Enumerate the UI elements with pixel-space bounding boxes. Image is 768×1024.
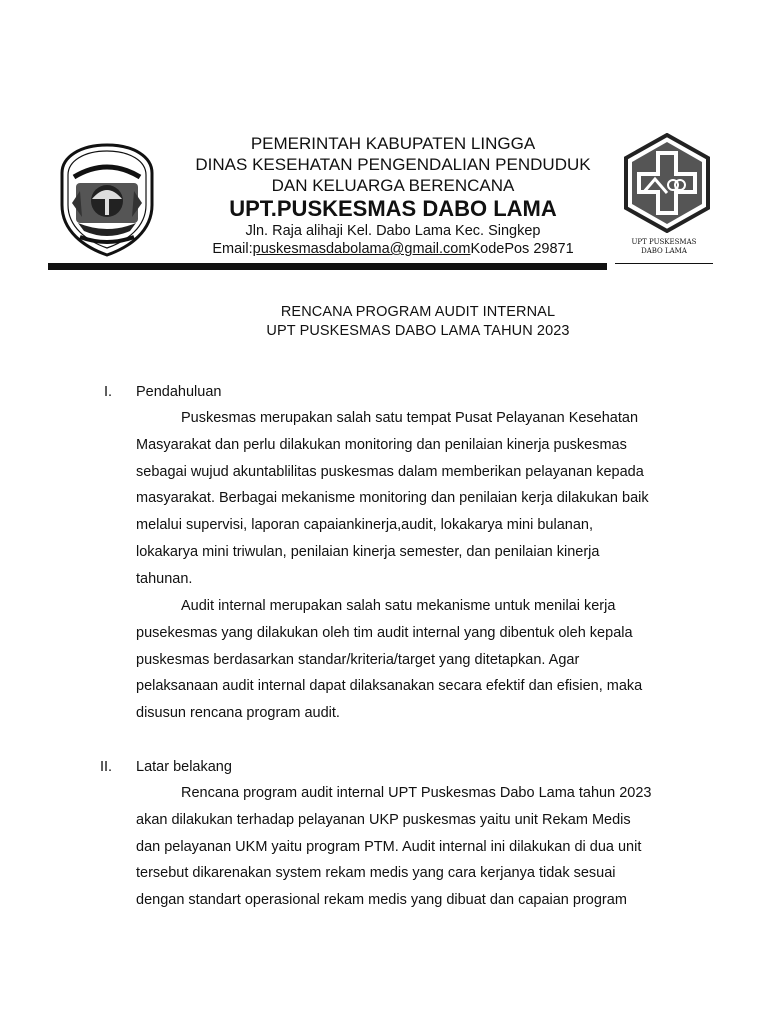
paragraph-line: puskesmas berdasarkan standar/kriteria/target yang ditetapkan. Agar <box>136 651 580 668</box>
document-title: RENCANA PROGRAM AUDIT INTERNAL <box>280 304 556 320</box>
paragraph-line: pelaksanaan audit internal dapat dilaksanakan secara efektif dan efisien, maka <box>136 678 643 695</box>
paragraph-line: tahunan. <box>136 570 193 587</box>
paragraph-line: lokakarya mini triwulan, penilaian kinerja semester, dan penilaian kinerja <box>136 543 600 560</box>
paragraph-line: Puskesmas merupakan salah satu tempat Pusat Pelayanan Kesehatan <box>181 410 639 426</box>
section-number: II. <box>100 759 113 775</box>
paragraph-line: Audit internal merupakan salah satu mekanisme untuk menilai kerja <box>181 598 616 614</box>
paragraph-pendahuluan-1 <box>136 405 664 593</box>
paragraph-line: disusun rencana program audit. <box>136 705 340 722</box>
document-subtitle: UPT PUSKESMAS DABO LAMA TAHUN 2023 <box>266 323 570 339</box>
kabupaten-emblem <box>58 143 156 257</box>
paragraph-line: tersebut dikarenakan system rekam medis yang cara kerjanya tidak sesuai <box>136 865 616 882</box>
letterhead-department-2: DAN KELUARGA BERENCANA <box>271 176 515 195</box>
puskesmas-logo-caption-1: UPT PUSKESMAS <box>631 238 697 246</box>
paragraph-latar-belakang-1 <box>136 780 664 914</box>
organization-contact <box>160 240 626 259</box>
paragraph-line: masyarakat. Berbagai mekanisme monitoring dan penilaian kerja dilakukan baik <box>136 490 649 507</box>
puskesmas-logo-caption-2: DABO LAMA <box>641 247 687 255</box>
section-title-pendahuluan: Pendahuluan <box>136 384 222 400</box>
puskesmas-logo <box>623 133 711 233</box>
paragraph-line: akan dilakukan terhadap pelayanan UKP puskesmas yaitu unit Rekam Medis <box>136 811 631 828</box>
section-number: I. <box>104 384 113 400</box>
organization-address: Jln. Raja alihaji Kel. Dabo Lama Kec. Singkep <box>245 223 541 239</box>
paragraph-line: sebagai wujud akuntablilitas puskesmas dalam memberikan pelayanan kepada <box>136 463 644 480</box>
paragraph-line: melalui supervisi, laporan capaiankinerja,audit, lokakarya mini bulanan, <box>136 517 594 534</box>
paragraph-line: dengan standart operasional rekam medis yang dibuat dan capaian program <box>136 892 627 909</box>
organization-name: UPT.PUSKESMAS DABO LAMA <box>229 196 557 221</box>
logo-caption-underline <box>615 263 713 264</box>
letterhead-government: PEMERINTAH KABUPATEN LINGGA <box>250 134 536 153</box>
postal-code: KodePos 29871 <box>470 241 574 257</box>
paragraph-line: dan pelayanan UKM yaitu program PTM. Audit internal ini dilakukan di dua unit <box>136 838 642 855</box>
section-title-latar-belakang: Latar belakang <box>136 759 232 775</box>
email-label: Email: <box>212 241 253 257</box>
paragraph-line: Rencana program audit internal UPT Puskesmas Dabo Lama tahun 2023 <box>181 785 652 801</box>
letterhead-department: DINAS KESEHATAN PENGENDALIAN PENDUDUK <box>195 155 591 174</box>
letterhead-divider <box>48 263 607 270</box>
email-link[interactable]: puskesmasdabolama@gmail.com <box>252 241 471 257</box>
paragraph-line: pusekesmas yang dilakukan oleh tim audit internal yang dibentuk oleh kepala <box>136 624 633 641</box>
paragraph-line: Masyarakat dan perlu dilakukan monitoring dan penilaian kinerja puskesmas <box>136 436 627 453</box>
paragraph-pendahuluan-2 <box>136 593 664 727</box>
